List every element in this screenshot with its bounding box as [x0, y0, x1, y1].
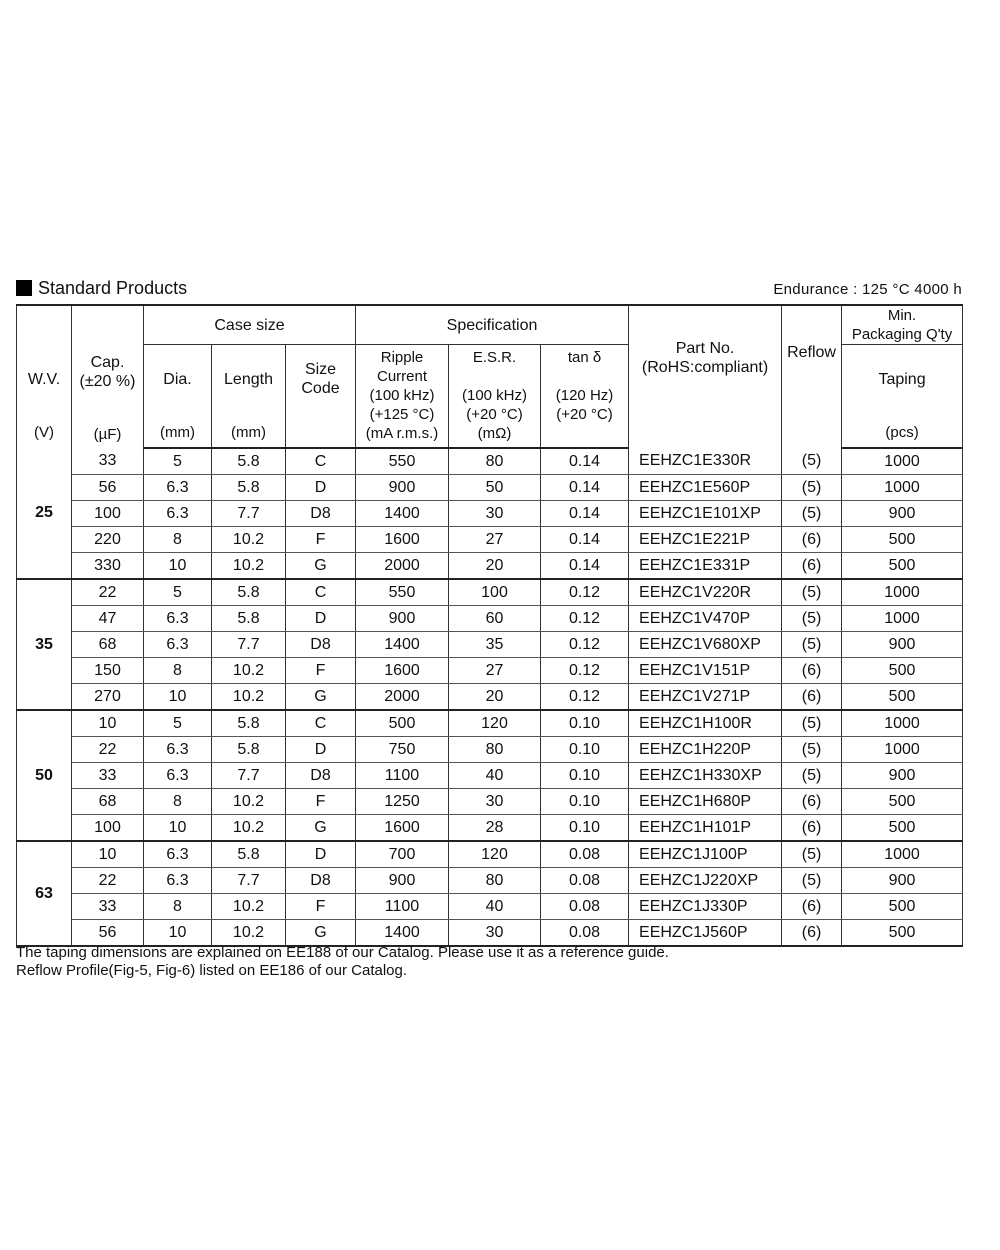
- cell-tan-delta: 0.08: [541, 919, 629, 946]
- cell-reflow: (6): [782, 526, 842, 552]
- cell-taping: 900: [842, 867, 963, 893]
- cell-taping: 900: [842, 762, 963, 788]
- table-row: [17, 474, 963, 500]
- header-length: [212, 345, 286, 448]
- cell-cap: 56: [72, 474, 144, 500]
- cell-dia: 5: [144, 710, 212, 737]
- cell-size-code: D: [286, 474, 356, 500]
- cell-reflow: (5): [782, 710, 842, 737]
- cell-size-code: G: [286, 814, 356, 841]
- cell-length: 5.8: [212, 736, 286, 762]
- table-row: [17, 736, 963, 762]
- cell-tan-delta: 0.08: [541, 893, 629, 919]
- cell-cap: 68: [72, 631, 144, 657]
- cell-size-code: C: [286, 710, 356, 737]
- cell-taping: 1000: [842, 474, 963, 500]
- cell-ripple-current: 2000: [356, 552, 449, 579]
- cell-tan-delta: 0.12: [541, 631, 629, 657]
- footnote-taping: The taping dimensions are explained on EE188 of our Catalog. Please use it as a reference guide.: [16, 944, 669, 961]
- cell-cap: 22: [72, 736, 144, 762]
- header-cap-unit: (µF): [93, 426, 122, 444]
- cell-length: 5.8: [212, 474, 286, 500]
- cell-tan-delta: 0.10: [541, 814, 629, 841]
- cell-length: 5.8: [212, 579, 286, 606]
- cell-tan-delta: 0.10: [541, 788, 629, 814]
- cell-esr: 30: [449, 919, 541, 946]
- header-cap: [72, 305, 144, 448]
- cell-reflow: (5): [782, 841, 842, 868]
- cell-ripple-current: 1600: [356, 814, 449, 841]
- header-size-code: [286, 345, 356, 448]
- cell-dia: 10: [144, 919, 212, 946]
- cell-taping: 1000: [842, 841, 963, 868]
- cell-ripple-current: 550: [356, 448, 449, 475]
- table-row: [17, 867, 963, 893]
- table-row: [17, 893, 963, 919]
- table-row: [17, 605, 963, 631]
- cell-part-no: EEHZC1V271P: [629, 683, 782, 710]
- cell-cap: 150: [72, 657, 144, 683]
- cell-cap: 22: [72, 867, 144, 893]
- cell-esr: 80: [449, 867, 541, 893]
- cell-reflow: (6): [782, 552, 842, 579]
- cell-ripple-current: 1400: [356, 631, 449, 657]
- header-esr-label: E.S.R.: [472, 349, 517, 367]
- cell-ripple-current: 550: [356, 579, 449, 606]
- cell-esr: 60: [449, 605, 541, 631]
- cell-esr: 120: [449, 710, 541, 737]
- cell-part-no: EEHZC1V680XP: [629, 631, 782, 657]
- cell-part-no: EEHZC1J100P: [629, 841, 782, 868]
- cell-tan-delta: 0.12: [541, 579, 629, 606]
- cell-reflow: (5): [782, 762, 842, 788]
- cell-dia: 8: [144, 526, 212, 552]
- cell-length: 10.2: [212, 814, 286, 841]
- header-dia: [144, 345, 212, 448]
- cell-esr: 40: [449, 762, 541, 788]
- cell-taping: 500: [842, 919, 963, 946]
- cell-length: 10.2: [212, 526, 286, 552]
- table-row: [17, 788, 963, 814]
- header-code-label: Code: [301, 379, 340, 397]
- cell-esr: 20: [449, 552, 541, 579]
- cell-length: 10.2: [212, 683, 286, 710]
- cell-part-no: EEHZC1E101XP: [629, 500, 782, 526]
- cell-cap: 10: [72, 841, 144, 868]
- cell-size-code: G: [286, 683, 356, 710]
- cell-dia: 6.3: [144, 736, 212, 762]
- header-ripple-unit: (mA r.m.s.): [365, 425, 439, 443]
- cell-dia: 6.3: [144, 474, 212, 500]
- cell-ripple-current: 700: [356, 841, 449, 868]
- cell-ripple-current: 500: [356, 710, 449, 737]
- table-row: [17, 579, 963, 606]
- table-header: [17, 305, 963, 448]
- cell-length: 5.8: [212, 710, 286, 737]
- cell-dia: 10: [144, 683, 212, 710]
- header-taping-label: Taping: [878, 370, 926, 388]
- cell-cap: 100: [72, 500, 144, 526]
- header-wv-label: W.V.: [27, 370, 61, 388]
- cell-taping: 1000: [842, 605, 963, 631]
- cell-ripple-current: 1100: [356, 762, 449, 788]
- cell-size-code: D8: [286, 762, 356, 788]
- cell-cap: 47: [72, 605, 144, 631]
- cell-length: 10.2: [212, 552, 286, 579]
- cell-tan-delta: 0.14: [541, 474, 629, 500]
- table-row: [17, 552, 963, 579]
- cell-esr: 30: [449, 788, 541, 814]
- cell-esr: 27: [449, 657, 541, 683]
- table-row: [17, 526, 963, 552]
- table-row: [17, 841, 963, 868]
- cell-part-no: EEHZC1E331P: [629, 552, 782, 579]
- cell-size-code: D8: [286, 631, 356, 657]
- cell-reflow: (5): [782, 579, 842, 606]
- cell-reflow: (5): [782, 631, 842, 657]
- cell-size-code: C: [286, 448, 356, 475]
- table-row: [17, 710, 963, 737]
- cell-taping: 500: [842, 657, 963, 683]
- cell-taping: 1000: [842, 448, 963, 475]
- cell-length: 7.7: [212, 762, 286, 788]
- cell-cap: 220: [72, 526, 144, 552]
- header-part-no-sub: (RoHS:compliant): [641, 358, 769, 376]
- cell-tan-delta: 0.12: [541, 657, 629, 683]
- header-length-label: Length: [224, 370, 273, 388]
- cell-tan-delta: 0.12: [541, 683, 629, 710]
- cell-reflow: (5): [782, 500, 842, 526]
- header-cap-label: Cap.: [90, 354, 125, 372]
- header-min-label: Min.: [887, 307, 917, 324]
- header-esr-temp: (+20 °C): [466, 406, 523, 424]
- header-ripple-current: [356, 345, 449, 448]
- header-tan-temp: (+20 °C): [556, 406, 613, 424]
- header-ripple-freq: (100 kHz): [369, 387, 435, 405]
- header-taping: [842, 345, 963, 448]
- cell-taping: 900: [842, 500, 963, 526]
- cell-ripple-current: 750: [356, 736, 449, 762]
- cell-dia: 6.3: [144, 500, 212, 526]
- cell-dia: 6.3: [144, 762, 212, 788]
- section-title: Standard Products: [38, 278, 188, 298]
- cell-size-code: D: [286, 736, 356, 762]
- cell-cap: 33: [72, 893, 144, 919]
- header-part-no-label: Part No.: [675, 339, 735, 357]
- cell-length: 5.8: [212, 841, 286, 868]
- cell-size-code: G: [286, 552, 356, 579]
- cell-esr: 100: [449, 579, 541, 606]
- cell-tan-delta: 0.08: [541, 867, 629, 893]
- cell-ripple-current: 1600: [356, 526, 449, 552]
- table-row: [17, 683, 963, 710]
- cell-part-no: EEHZC1V470P: [629, 605, 782, 631]
- endurance-rating: Endurance : 125 °C 4000 h: [773, 281, 962, 298]
- cell-length: 10.2: [212, 893, 286, 919]
- cell-ripple-current: 900: [356, 474, 449, 500]
- cell-tan-delta: 0.14: [541, 552, 629, 579]
- cell-size-code: F: [286, 893, 356, 919]
- cell-dia: 6.3: [144, 841, 212, 868]
- cell-length: 5.8: [212, 605, 286, 631]
- cell-size-code: G: [286, 919, 356, 946]
- section-header: [16, 276, 962, 302]
- cell-esr: 50: [449, 474, 541, 500]
- cell-size-code: D8: [286, 500, 356, 526]
- cell-ripple-current: 900: [356, 605, 449, 631]
- table-row: [17, 762, 963, 788]
- cell-reflow: (6): [782, 893, 842, 919]
- cell-size-code: F: [286, 526, 356, 552]
- cell-tan-delta: 0.10: [541, 736, 629, 762]
- cell-taping: 500: [842, 788, 963, 814]
- cell-taping: 500: [842, 814, 963, 841]
- standard-products-table: [16, 304, 963, 947]
- cell-esr: 80: [449, 448, 541, 475]
- header-taping-unit: (pcs): [885, 423, 919, 441]
- header-dia-label: Dia.: [163, 370, 192, 388]
- cell-length: 10.2: [212, 919, 286, 946]
- cell-reflow: (5): [782, 605, 842, 631]
- header-cap-tolerance: (±20 %): [79, 373, 136, 391]
- cell-reflow: (5): [782, 867, 842, 893]
- cell-esr: 28: [449, 814, 541, 841]
- header-packaging-qty: Packaging Q'ty: [851, 326, 953, 343]
- cell-part-no: EEHZC1E560P: [629, 474, 782, 500]
- cell-reflow: (6): [782, 657, 842, 683]
- cell-wv: 50: [17, 710, 72, 841]
- cell-esr: 40: [449, 893, 541, 919]
- cell-dia: 6.3: [144, 631, 212, 657]
- cell-taping: 500: [842, 526, 963, 552]
- header-case-size: Case size: [144, 305, 356, 345]
- header-esr-freq: (100 kHz): [461, 387, 528, 405]
- table-row: [17, 448, 963, 475]
- cell-cap: 330: [72, 552, 144, 579]
- cell-length: 7.7: [212, 631, 286, 657]
- cell-dia: 5: [144, 448, 212, 475]
- cell-reflow: (6): [782, 788, 842, 814]
- cell-cap: 100: [72, 814, 144, 841]
- cell-dia: 8: [144, 657, 212, 683]
- cell-tan-delta: 0.10: [541, 710, 629, 737]
- cell-dia: 10: [144, 552, 212, 579]
- cell-length: 7.7: [212, 867, 286, 893]
- cell-part-no: EEHZC1J560P: [629, 919, 782, 946]
- cell-part-no: EEHZC1E221P: [629, 526, 782, 552]
- cell-taping: 1000: [842, 710, 963, 737]
- table-row: [17, 631, 963, 657]
- header-wv-unit: (V): [34, 423, 54, 441]
- cell-esr: 30: [449, 500, 541, 526]
- cell-tan-delta: 0.12: [541, 605, 629, 631]
- cell-cap: 56: [72, 919, 144, 946]
- cell-part-no: EEHZC1H220P: [629, 736, 782, 762]
- cell-cap: 33: [72, 762, 144, 788]
- header-current-label: Current: [376, 368, 428, 386]
- cell-esr: 80: [449, 736, 541, 762]
- cell-reflow: (5): [782, 448, 842, 475]
- cell-dia: 5: [144, 579, 212, 606]
- cell-dia: 6.3: [144, 867, 212, 893]
- cell-reflow: (6): [782, 814, 842, 841]
- cell-part-no: EEHZC1H330XP: [629, 762, 782, 788]
- cell-tan-delta: 0.14: [541, 526, 629, 552]
- cell-esr: 20: [449, 683, 541, 710]
- cell-part-no: EEHZC1E330R: [629, 448, 782, 475]
- table-row: [17, 657, 963, 683]
- header-tan-delta: [541, 345, 629, 448]
- cell-part-no: EEHZC1J330P: [629, 893, 782, 919]
- cell-dia: 6.3: [144, 605, 212, 631]
- cell-taping: 900: [842, 631, 963, 657]
- cell-size-code: F: [286, 788, 356, 814]
- cell-ripple-current: 1600: [356, 657, 449, 683]
- cell-esr: 120: [449, 841, 541, 868]
- cell-taping: 1000: [842, 736, 963, 762]
- header-length-unit: (mm): [231, 423, 266, 441]
- header-esr-unit: (mΩ): [477, 425, 512, 443]
- cell-length: 10.2: [212, 788, 286, 814]
- cell-ripple-current: 2000: [356, 683, 449, 710]
- cell-ripple-current: 1250: [356, 788, 449, 814]
- cell-ripple-current: 1100: [356, 893, 449, 919]
- cell-taping: 500: [842, 683, 963, 710]
- header-dia-unit: (mm): [160, 423, 195, 441]
- header-esr: [449, 345, 541, 448]
- cell-tan-delta: 0.14: [541, 448, 629, 475]
- cell-part-no: EEHZC1V220R: [629, 579, 782, 606]
- cell-size-code: D: [286, 841, 356, 868]
- cell-wv: 63: [17, 841, 72, 946]
- cell-wv: 35: [17, 579, 72, 710]
- cell-tan-delta: 0.08: [541, 841, 629, 868]
- header-reflow: [782, 305, 842, 448]
- cell-length: 10.2: [212, 657, 286, 683]
- cell-ripple-current: 1400: [356, 500, 449, 526]
- table-body: [17, 448, 963, 946]
- cell-tan-delta: 0.10: [541, 762, 629, 788]
- cell-part-no: EEHZC1V151P: [629, 657, 782, 683]
- cell-length: 5.8: [212, 448, 286, 475]
- cell-dia: 10: [144, 814, 212, 841]
- header-ripple-label: Ripple: [380, 349, 424, 367]
- cell-esr: 35: [449, 631, 541, 657]
- cell-ripple-current: 900: [356, 867, 449, 893]
- cell-taping: 1000: [842, 579, 963, 606]
- cell-length: 7.7: [212, 500, 286, 526]
- cell-cap: 270: [72, 683, 144, 710]
- header-size-label: Size: [304, 360, 337, 378]
- header-wv: [17, 305, 72, 448]
- cell-dia: 8: [144, 893, 212, 919]
- cell-ripple-current: 1400: [356, 919, 449, 946]
- cell-esr: 27: [449, 526, 541, 552]
- cell-dia: 8: [144, 788, 212, 814]
- cell-part-no: EEHZC1H100R: [629, 710, 782, 737]
- cell-reflow: (6): [782, 919, 842, 946]
- cell-taping: 500: [842, 552, 963, 579]
- cell-wv: 25: [17, 448, 72, 579]
- cell-cap: 10: [72, 710, 144, 737]
- cell-size-code: D8: [286, 867, 356, 893]
- cell-cap: 22: [72, 579, 144, 606]
- cell-part-no: EEHZC1J220XP: [629, 867, 782, 893]
- cell-size-code: D: [286, 605, 356, 631]
- header-reflow-label: Reflow: [787, 344, 836, 362]
- cell-reflow: (5): [782, 736, 842, 762]
- cell-cap: 33: [72, 448, 144, 475]
- footnote-reflow: Reflow Profile(Fig-5, Fig-6) listed on EE186 of our Catalog.: [16, 962, 408, 979]
- table-row: [17, 919, 963, 946]
- cell-taping: 500: [842, 893, 963, 919]
- cell-part-no: EEHZC1H680P: [629, 788, 782, 814]
- cell-reflow: (5): [782, 474, 842, 500]
- header-specification: Specification: [356, 305, 629, 345]
- cell-part-no: EEHZC1H101P: [629, 814, 782, 841]
- table-row: [17, 814, 963, 841]
- cell-size-code: C: [286, 579, 356, 606]
- table-row: [17, 500, 963, 526]
- header-part-no: [629, 305, 782, 448]
- black-square-icon: [16, 280, 32, 296]
- header-tan-freq: (120 Hz): [555, 387, 614, 405]
- cell-reflow: (6): [782, 683, 842, 710]
- header-ripple-temp: (+125 °C): [369, 406, 435, 424]
- cell-tan-delta: 0.14: [541, 500, 629, 526]
- header-tan-label: tan δ: [567, 349, 602, 367]
- cell-cap: 68: [72, 788, 144, 814]
- header-min-packaging: [842, 305, 963, 345]
- footnotes: [16, 944, 669, 980]
- cell-size-code: F: [286, 657, 356, 683]
